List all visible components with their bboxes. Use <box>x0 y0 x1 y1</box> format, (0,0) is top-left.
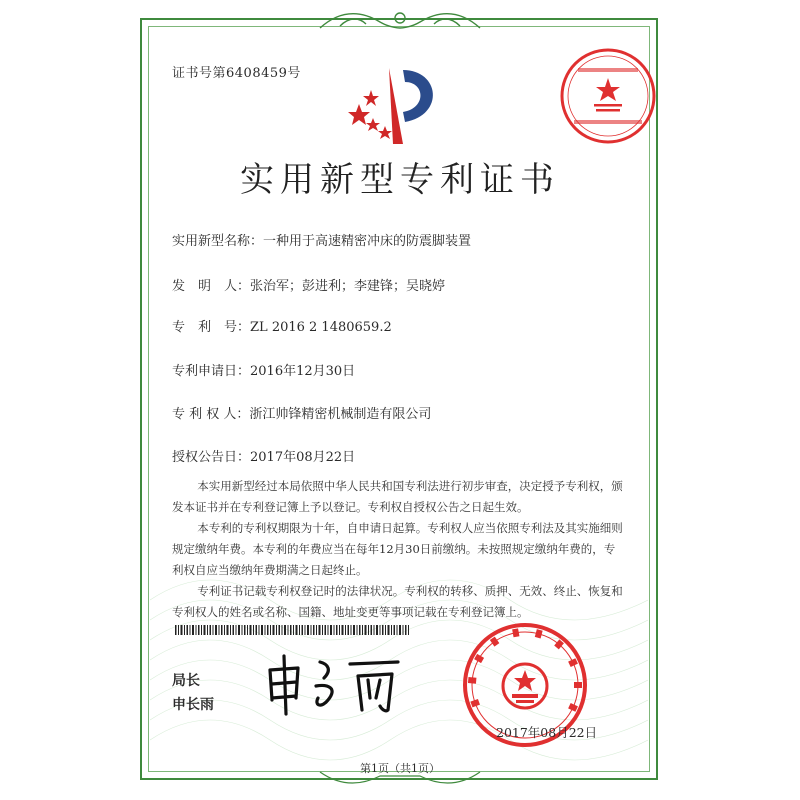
field-label: 专利申请日： <box>172 364 251 379</box>
field-grant-date <box>172 446 355 465</box>
stamp-duty-seal <box>558 46 658 146</box>
field-patentee <box>172 403 431 422</box>
field-utility-model-name <box>172 230 471 249</box>
field-label: 专 利 权 人： <box>172 407 250 422</box>
certificate-number: 证书号第6408459号 <box>172 66 301 81</box>
director-title: 局长 <box>172 673 200 689</box>
field-label: 实用新型名称： <box>172 234 264 249</box>
field-value: 2016年12月30日 <box>250 364 356 379</box>
page-indicator: 第1页（共1页） <box>360 762 440 775</box>
field-application-date <box>172 360 355 379</box>
field-value: 一种用于高速精密冲床的防震脚装置 <box>263 234 472 249</box>
body-paragraph-term: 本专利的专利权期限为十年，自申请日起算。专利权人应当依照专利法及其实施细则规定缴纳年费。本专利的年费应当在每年12月30日前缴纳。未按照规定缴纳年费的，专利权自应当缴纳年费期满之日起终止。 <box>172 521 623 577</box>
field-value: 2017年08月22日 <box>250 450 356 465</box>
certificate-body <box>172 476 624 623</box>
top-ornament <box>300 6 500 36</box>
body-paragraph-grant: 本实用新型经过本局依照中华人民共和国专利法进行初步审查，决定授予专利权，颁发本证书并在专利登记簿上予以登记。专利权自授权公告之日起生效。 <box>172 479 623 514</box>
body-paragraph-legal-status: 专利证书记载专利权登记时的法律状况。专利权的转移、质押、无效、终止、恢复和专利权人的姓名或名称、国籍、地址变更等事项记载在专利登记簿上。 <box>172 584 623 619</box>
director-name: 申长雨 <box>172 697 214 713</box>
field-label: 发 明 人： <box>172 279 251 294</box>
field-label: 授权公告日： <box>172 450 251 465</box>
field-value: 张治军；彭进利；李建锋；吴晓婷 <box>250 279 446 294</box>
issue-date: 2017年08月22日 <box>496 725 598 740</box>
barcode <box>175 625 410 635</box>
director-signature <box>258 648 408 718</box>
field-value: 浙江帅锋精密机械制造有限公司 <box>249 407 432 422</box>
field-patent-number <box>172 316 392 335</box>
document-title: 实用新型专利证书 <box>240 160 560 200</box>
field-inventors <box>172 275 445 294</box>
patent-office-emblem <box>345 60 455 150</box>
field-label: 专 利 号： <box>172 320 251 335</box>
field-value: ZL 2016 2 1480659.2 <box>250 320 392 335</box>
